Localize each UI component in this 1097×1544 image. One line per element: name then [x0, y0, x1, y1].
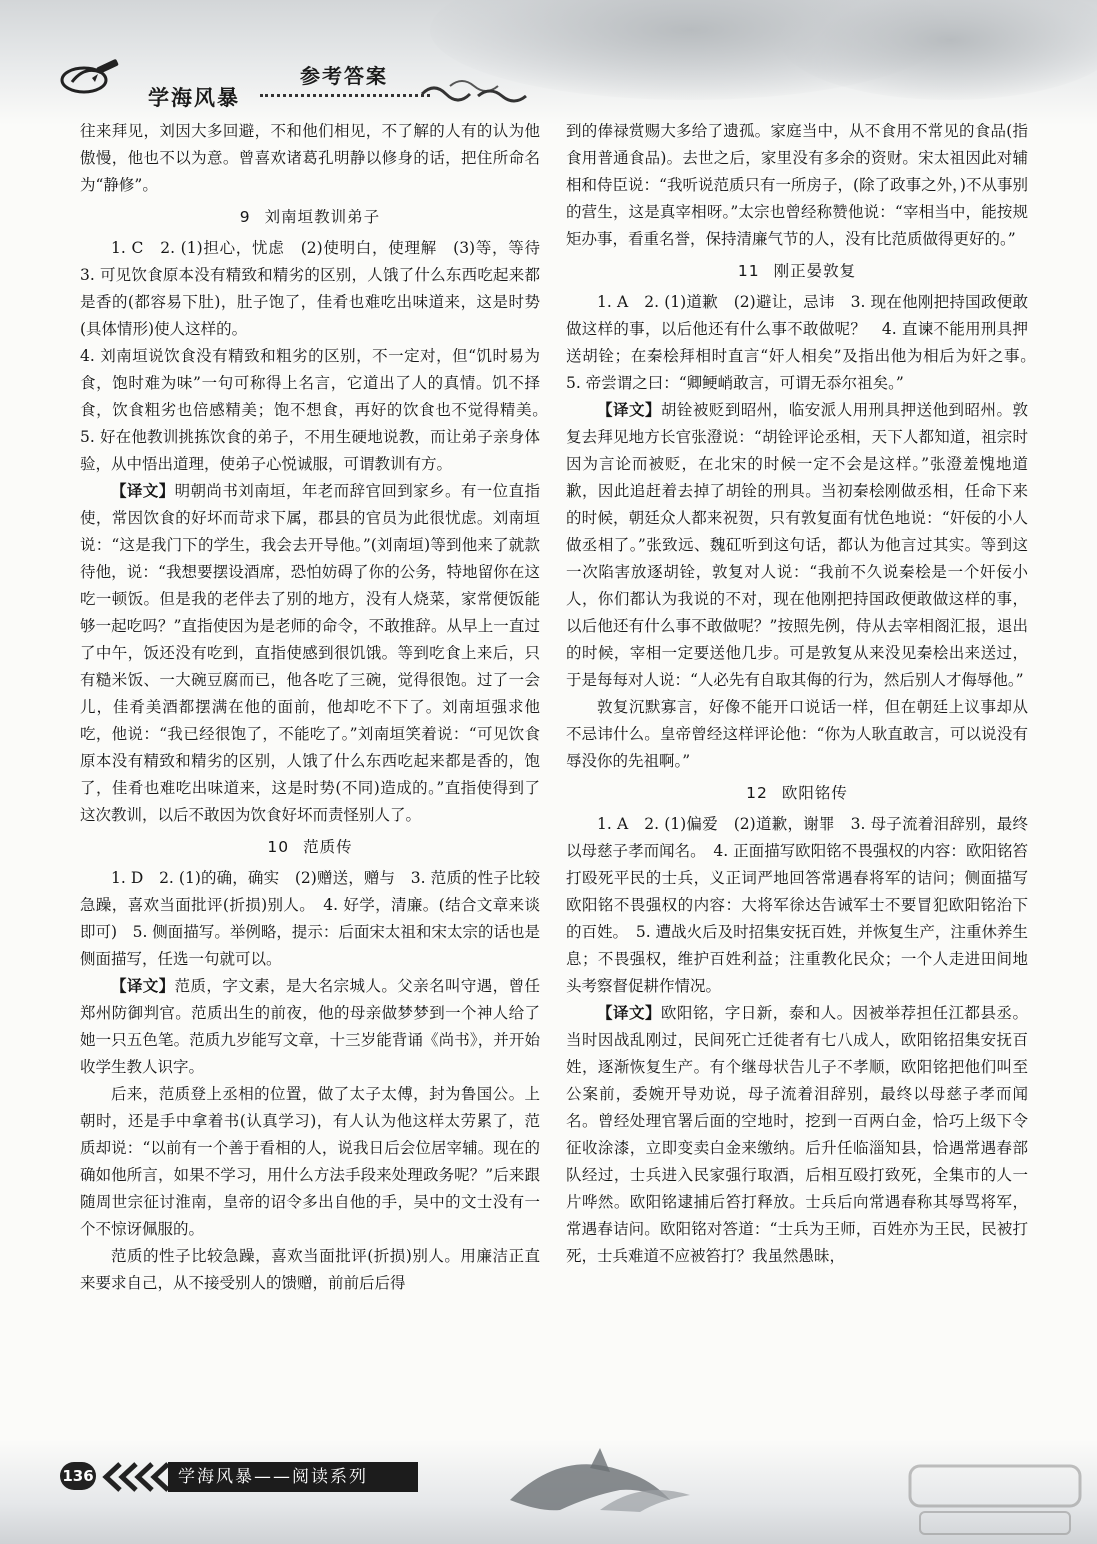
paragraph-text: 1. A 2. (1)偏爱 (2)道歉，谢罪 3. 母子流着泪辞别，最终以母慈子孝而闻名。 4. 正面描写欧阳铭不畏强权的内容：欧阳铭笞打殴死平民的士兵，义正词严地回答常遇春将军的诘问；侧面描写欧阳铭不畏强权的内容：大将军徐达告诫军士不要冒犯欧阳铭治下的百姓。 5. 遭战火后及时招集安抚百姓，并恢复生产，注重休养生息；不畏强权，维护百姓利益；注重教化民众；一个人走进田间地头考察督促耕作情况。 [566, 815, 1028, 995]
section-heading [80, 833, 540, 861]
translation-paragraph [80, 973, 540, 1081]
paragraph-text: 明朝尚书刘南垣，年老而辞官回到家乡。有一位直指使，常因饮食的好坏而苛求下属，郡县的官员为此很忧虑。刘南垣说：“这是我门下的学生，我会去开导他。”(刘南垣)等到他来了就款待他，说：“我想要摆设酒席，恐怕妨碍了你的公务，特地留你在这吃一顿饭。但是我的老伴去了别的地方，没有人烧菜，家常便饭能够一起吃吗？”直指使因为是老师的命令，不敢推辞。从早上一直过了中午，饭还没有吃到，直指使感到很饥饿。等到吃食上来后，只有糙米饭、一大碗豆腐而已，他各吃了三碗，觉得很饱。过了一会儿，佳肴美酒都摆满在他的面前，他却吃不下了。刘南垣强求他吃，他说：“我已经很饱了，不能吃了。”刘南垣笑着说：“可见饮食原本没有精致和精劣的区别，人饿了什么东西吃起来都是香的，饱了，佳肴也难吃出味道来，这是时势(不同)造成的。”直指使得到了这次教训，以后不敢因为饮食好坏而责怪别人了。 [80, 482, 540, 824]
section-title: 参考答案 [300, 64, 388, 88]
translation-paragraph [80, 478, 540, 829]
section-number: 11 [737, 262, 760, 280]
answer-paragraph [566, 694, 1028, 775]
paragraph-text: 4. 刘南垣说饮食没有精致和粗劣的区别，不一定对，但“饥时易为食，饱时难为味”一句可称得上名言，它道出了人的真情。饥不择食，饮食粗劣也倍感精美；饱不想食，再好的饮食也不觉得精美。 5. 好在他教训挑拣饮食的弟子，不用生硬地说教，而让弟子亲身体验，从中悟出道理，使弟子心悦诚服，可谓教训有方。 [80, 347, 556, 473]
paragraph-text: 敦复沉默寡言，好像不能开口说话一样，但在朝廷上议事却从不忌讳什么。皇帝曾经这样评论他：“你为人耿直敢言，可以说没有辱没你的先祖啊。” [566, 698, 1028, 770]
section-number: 12 [746, 784, 768, 802]
translation-tag: 【译文】 [111, 977, 175, 995]
pen-icon [58, 52, 122, 96]
section-heading [566, 257, 1028, 285]
answer-paragraph [80, 1081, 540, 1243]
section-heading [80, 203, 540, 231]
translation-paragraph [566, 1000, 1028, 1270]
page-footer [0, 1440, 1097, 1544]
paragraph-text: 范质的性子比较急躁，喜欢当面批评(折损)别人。用廉洁正直来要求自己，从不接受别人的馈赠，前前后后得 [80, 1247, 540, 1292]
paragraph-text: 1. A 2. (1)道歉 (2)避让，忌讳 3. 现在他刚把持国政便敢做这样的事，以后他还有什么事不敢做呢？ 4. 直谏不能用刑具押送胡铨；在秦桧拜相时直言“奸人相矣”及指出他为相后为奸之事。 5. 帝尝谓之曰：“卿鲠峭敢言，可谓无忝尔祖矣。” [566, 293, 1044, 392]
watermark-logo [900, 1460, 1090, 1540]
paragraph-text: 往来拜见，刘因大多回避，不和他们相见，不了解的人有的认为他傲慢，他也不以为意。曾喜欢诸葛孔明静以修身的话，把住所命名为“静修”。 [80, 122, 540, 194]
paragraph-text: 到的俸禄赏赐大多给了遗孤。家庭当中，从不食用不常见的食品(指食用普通食品)。去世之后，家里没有多余的资财。宋太祖因此对辅相和侍臣说：“我听说范质只有一所房子，(除了政事之外，)不从事别的营生，这是真宰相呀。”太宗也曾经称赞他说：“宰相当中，能按规矩办事，看重名誉，保持清廉气节的人，没有比范质做得更好的。” [566, 122, 1028, 248]
translation-paragraph [566, 397, 1028, 694]
brand-title: 学海风暴 [148, 86, 240, 110]
section-heading-title: 刚正晏敦复 [773, 262, 857, 280]
paragraph-text: 欧阳铭，字日新，泰和人。因被举荐担任江都县丞。当时因战乱刚过，民间死亡迁徙者有七八成人，欧阳铭招集安抚百姓，逐渐恢复生产。有个继母状告儿子不孝顺，欧阳铭把他们叫至公案前，委婉开导劝说，母子流着泪辞别，最终以母慈子孝而闻名。曾经处理官署后面的空地时，挖到一百两白金，恰巧上级下令征收涂漆，立即变卖白金来缴纳。后升任临淄知县，恰遇常遇春部队经过，士兵进入民家强行取酒，后相互殴打致死，全集市的人一片哗然。欧阳铭逮捕后笞打释放。士兵后向常遇春称其辱骂将军，常遇春诘问。欧阳铭对答道：“士兵为王师，百姓亦为王民，民被打死，士兵难道不应被笞打？我虽然愚昧， [566, 1004, 1028, 1265]
answer-paragraph [80, 235, 556, 343]
section-number: 10 [267, 838, 290, 856]
answer-paragraph [80, 865, 540, 973]
answer-paragraph [566, 118, 1028, 253]
paragraph-text: 后来，范质登上丞相的位置，做了太子太傅，封为鲁国公。上朝时，还是手中拿着书(认真学习)，有人认为他这样太劳累了，范质却说：“以前有一个善于看相的人，说我日后会位居宰辅。现在的确如他所言，如果不学习，用什么方法手段来处理政务呢？”后来跟随周世宗征讨淮南，皇帝的诏令多出自他的手，吴中的文士没有一个不惊讶佩服的。 [80, 1085, 540, 1238]
chevron-left-icon [100, 1460, 170, 1494]
answer-paragraph [80, 118, 540, 199]
answer-paragraph [566, 811, 1028, 1000]
translation-tag: 【译文】 [597, 401, 661, 419]
section-heading [566, 779, 1028, 807]
paragraph-text: 1. C 2. (1)担心，忧虑 (2)使明白，使理解 (3)等，等待 3. 可见饮食原本没有精致和精劣的区别，人饿了什么东西吃起来都是香的(都容易下肚)，肚子饱了，佳肴也难吃出味道来，这是时势(具体情形)使人这样的。 [80, 239, 556, 338]
left-column [80, 118, 556, 1297]
right-column [566, 118, 1044, 1270]
paragraph-text: 1. D 2. (1)的确，确实 (2)赠送，赠与 3. 范质的性子比较急躁，喜欢当面批评(折损)别人。 4. 好学，清廉。(结合文章来谈即可) 5. 侧面描写。举例略，提示：后面宋太祖和宋太宗的话也是侧面描写，任选一句就可以。 [80, 869, 540, 968]
page-number: 136 [60, 1462, 96, 1490]
wave-icon [420, 74, 530, 104]
section-heading-title: 刘南垣教训弟子 [264, 208, 381, 226]
section-heading-title: 欧阳铭传 [781, 784, 848, 802]
translation-tag: 【译文】 [111, 482, 175, 500]
answer-paragraph [80, 343, 556, 478]
answer-paragraph [80, 1243, 540, 1297]
paragraph-text: 胡铨被贬到昭州，临安派人用刑具押送他到昭州。敦复去拜见地方长官张澄说：“胡铨评论丞相，天下人都知道，祖宗时因为言论而被贬，在北宋的时候一定不会是这样。”张澄羞愧地道歉，因此追赶着去掉了胡铨的刑具。当初秦桧刚做丞相，任命下来的时候，朝廷众人都来祝贺，只有敦复面有忧色地说：“奸佞的小人做丞相了。”张致远、魏矼听到这句话，都认为他言过其实。等到这一次陷害放逐胡铨，敦复对人说：“我前不久说秦桧是一个奸佞小人，你们都认为我说的不对，现在他刚把持国政便敢做这样的事，以后他还有什么事不敢做呢？”按照先例，侍从去宰相阁汇报，退出的时候，宰相一定要送他几步。可是敦复从来没见秦桧出来送过，于是每每对人说：“人必先有自取其侮的行为，然后别人才侮辱他。” [566, 401, 1028, 689]
section-heading-title: 范质传 [303, 838, 353, 856]
paragraph-text: 范质，字文素，是大名宗城人。父亲名叫守遇，曾任郑州防御判官。范质出生的前夜，他的母亲做梦梦到一个神人给了她一只五色笔。范质九岁能写文章，十三岁能背诵《尚书》，并开始收学生教人识字。 [80, 977, 540, 1076]
dolphin-icon [500, 1440, 700, 1520]
translation-tag: 【译文】 [597, 1004, 661, 1022]
series-title: 学海风暴——阅读系列 [168, 1462, 418, 1492]
answer-paragraph [566, 289, 1044, 397]
dotted-divider [260, 94, 430, 97]
page-header [0, 0, 1097, 125]
section-number: 9 [239, 208, 251, 226]
